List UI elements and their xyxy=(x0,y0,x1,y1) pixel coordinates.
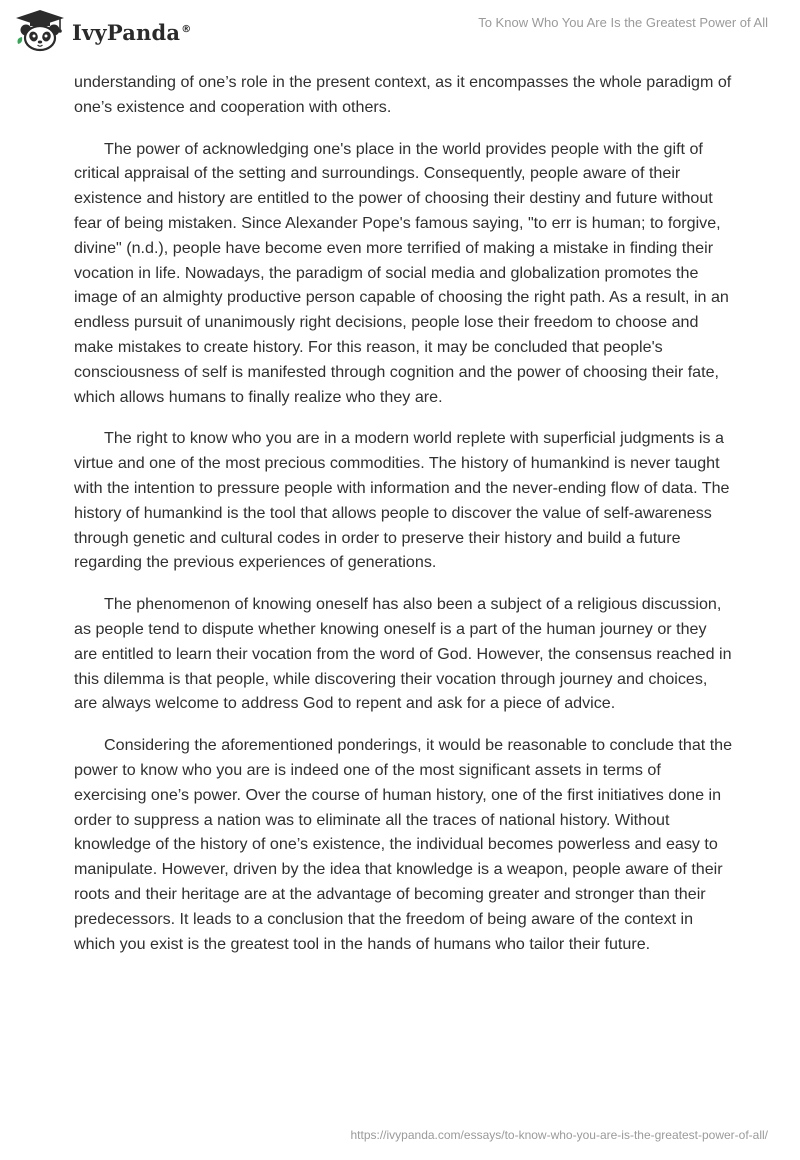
paragraph: The right to know who you are in a modern world replete with superficial judgments is a virtue and one of the most precious commodities. The history of humankind is never taught with the intention to pressure people with information and the never-ending flow of data. The history of humankind is the tool that allows people to discover the value of self-awareness through genetic and cultural codes in order to preserve their history and build a future regarding the previous experiences of generations. xyxy=(74,429,730,572)
essay-body xyxy=(74,70,734,973)
document-title: To Know Who You Are Is the Greatest Power of All xyxy=(478,15,768,30)
paragraph: Considering the aforementioned ponderings, it would be reasonable to conclude that the power to know who you are is indeed one of the most significant assets in terms of exercising one’s power. Over the course of human history, one of the first initiatives done in order to suppress a nation was to eliminate all the traces of national history. Without knowledge of the history of one’s existence, the individual becomes powerless and easy to manipulate. However, driven by the idea that knowledge is a weapon, people aware of their roots and their heritage are at the advantage of becoming greater and stronger than their predecessors. It leads to a conclusion that the freedom of being aware of the context in which you exist is the greatest tool in the hands of humans who tailor their future. xyxy=(74,736,733,953)
brand-logo[interactable] xyxy=(14,8,191,52)
page-header xyxy=(0,0,800,64)
brand-name: IvyPanda® xyxy=(72,19,192,45)
paragraph: The phenomenon of knowing oneself has also been a subject of a religious discussion, as people tend to dispute whether knowing oneself is a part of the human journey or they are entitled to learn their vocation from the word of God. However, the consensus reached in this dilemma is that people, while discovering their vocation through journey and choices, are always welcome to address God to repent and ask for a piece of advice. xyxy=(74,595,732,713)
paragraph-continued: understanding of one’s role in the present context, as it encompasses the whole paradigm of one’s existence and cooperation with others. xyxy=(74,73,732,116)
registered-mark: ® xyxy=(181,23,192,35)
paragraph: The power of acknowledging one's place in the world provides people with the gift of critical appraisal of the setting and surroundings. Consequently, people aware of their existence and history are entitled to the power of choosing their destiny and future without fear of being mistaken. Since Alexander Pope's famous saying, "to err is human; to forgive, divine" (n.d.), people have become even more terrified of making a mistake in finding their vocation in life. Nowadays, the paradigm of social media and globalization promotes the image of an almighty productive person capable of choosing the right path. As a result, in an endless pursuit of unanimously right decisions, people lose their freedom to choose and make mistakes to create history. For this reason, it may be concluded that people's consciousness of self is manifested through cognition and the power of choosing their fate, which allows humans to finally realize who they are. xyxy=(74,139,729,406)
source-url-link[interactable]: https://ivypanda.com/essays/to-know-who-you-are-is-the-greatest-power-of-all/ xyxy=(350,1128,768,1142)
panda-graduate-logo-icon xyxy=(14,8,66,52)
